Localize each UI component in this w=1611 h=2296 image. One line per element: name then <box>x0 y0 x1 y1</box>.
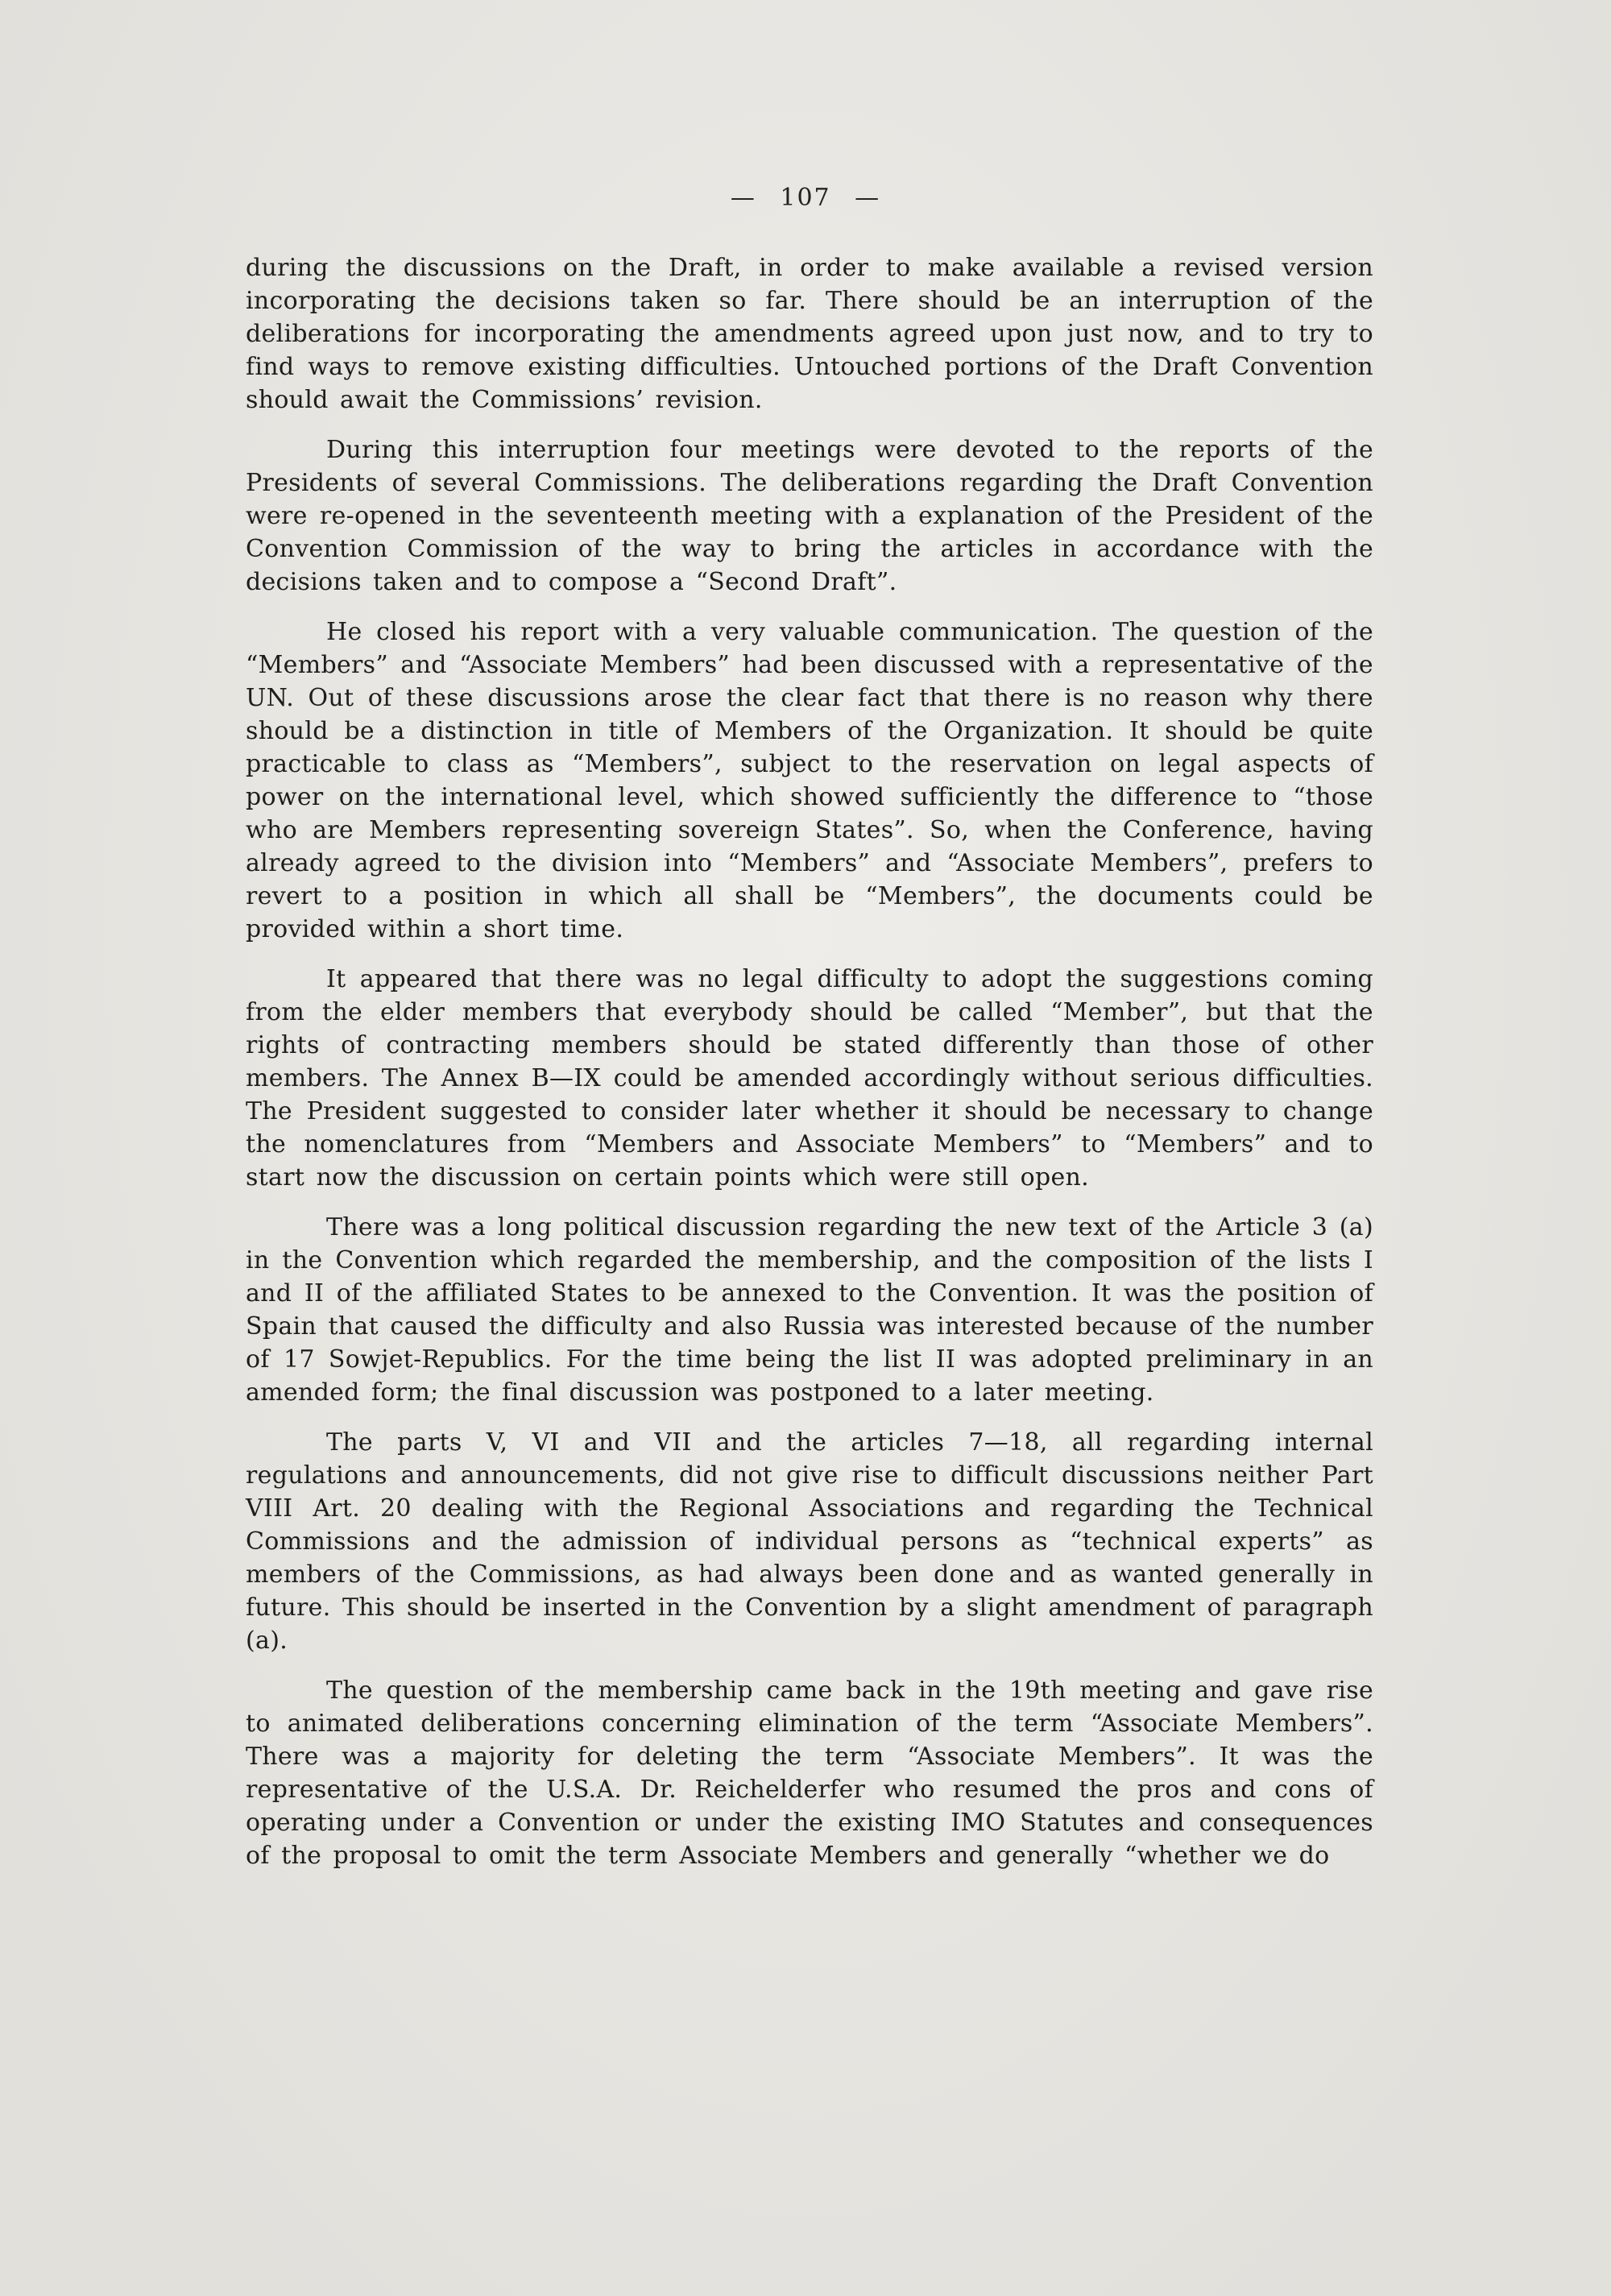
paragraph: The parts V, VI and VII and the articles 7—18, all regarding internal regulations and announcements, did not give rise to difficult discussions neither Part VIII Art. 20 dealing with the Regional Associations and regarding the Technical Commissions and the admission of individual persons as “technical experts” as members of the Commissions, as had always been done and as wanted generally in future. This should be inserted in the Convention by a slight amendment of paragraph (a). <box>246 1428 1373 1655</box>
paragraph: He closed his report with a very valuable communication. The question of the “Members” and “Associate Members” had been discussed with a representative of the UN. Out of these discussions arose the clear fact that there is no reason why there should be a distinction in title of Members of the Organization. It should be quite practicable to class as “Members”, subject to the reservation on legal aspects of power on the international level, which showed sufficiently the difference to “those who are Members representing sovereign States”. So, when the Conference, having already agreed to the division into “Members” and “Associate Members”, prefers to revert to a position in which all shall be “Members”, the documents could be provided within a short time. <box>246 618 1373 943</box>
paragraph: The question of the membership came back in the 19th meeting and gave rise to animated deliberations concerning elimination of the term “Associate Members”. There was a majority for deleting the term “Associate Members”. It was the representative of the U.S.A. Dr. Reichelderfer who resumed the pros and cons of operating under a Convention or under the existing IMO Statutes and consequences of the proposal to omit the term Associate Members and generally “whether we do <box>246 1676 1373 1870</box>
paragraph: There was a long political discussion regarding the new text of the Article 3 (a) in the Convention which regarded the membership, and the composition of the lists I and II of the affiliated States to be annexed to the Convention. It was the position of Spain that caused the difficulty and also Russia was interested because of the number of 17 Sowjet-Republics. For the time being the list II was adopted preliminary in an amended form; the final discussion was postponed to a later meeting. <box>246 1213 1373 1407</box>
paragraph: During this interruption four meetings were devoted to the reports of the Presidents of several Commissions. The deliberations regarding the Draft Convention were re-opened in the seventeenth meeting with a explanation of the President of the Convention Commission of the way to bring the articles in accordance with the decisions taken and to compose a “Second Draft”. <box>246 436 1373 596</box>
document-body <box>246 251 1373 1889</box>
paragraph: during the discussions on the Draft, in order to make available a revised version incorporating the decisions taken so far. There should be an interruption of the deliberations for incorporating the amendments agreed upon just now, and to try to find ways to remove existing difficulties. Untouched portions of the Draft Convention should await the Commissions’ revision. <box>246 254 1373 414</box>
paragraph: It appeared that there was no legal difficulty to adopt the suggestions coming from the elder members that everybody should be called “Member”, but that the rights of contracting members should be stated differently than those of other members. The Annex B—IX could be amended accordingly without serious difficulties. The President suggested to consider later whether it should be necessary to change the nomenclatures from “Members and Associate Members” to “Members” and to start now the discussion on certain points which were still open. <box>246 965 1373 1192</box>
page-number: — 107 — <box>730 184 881 212</box>
